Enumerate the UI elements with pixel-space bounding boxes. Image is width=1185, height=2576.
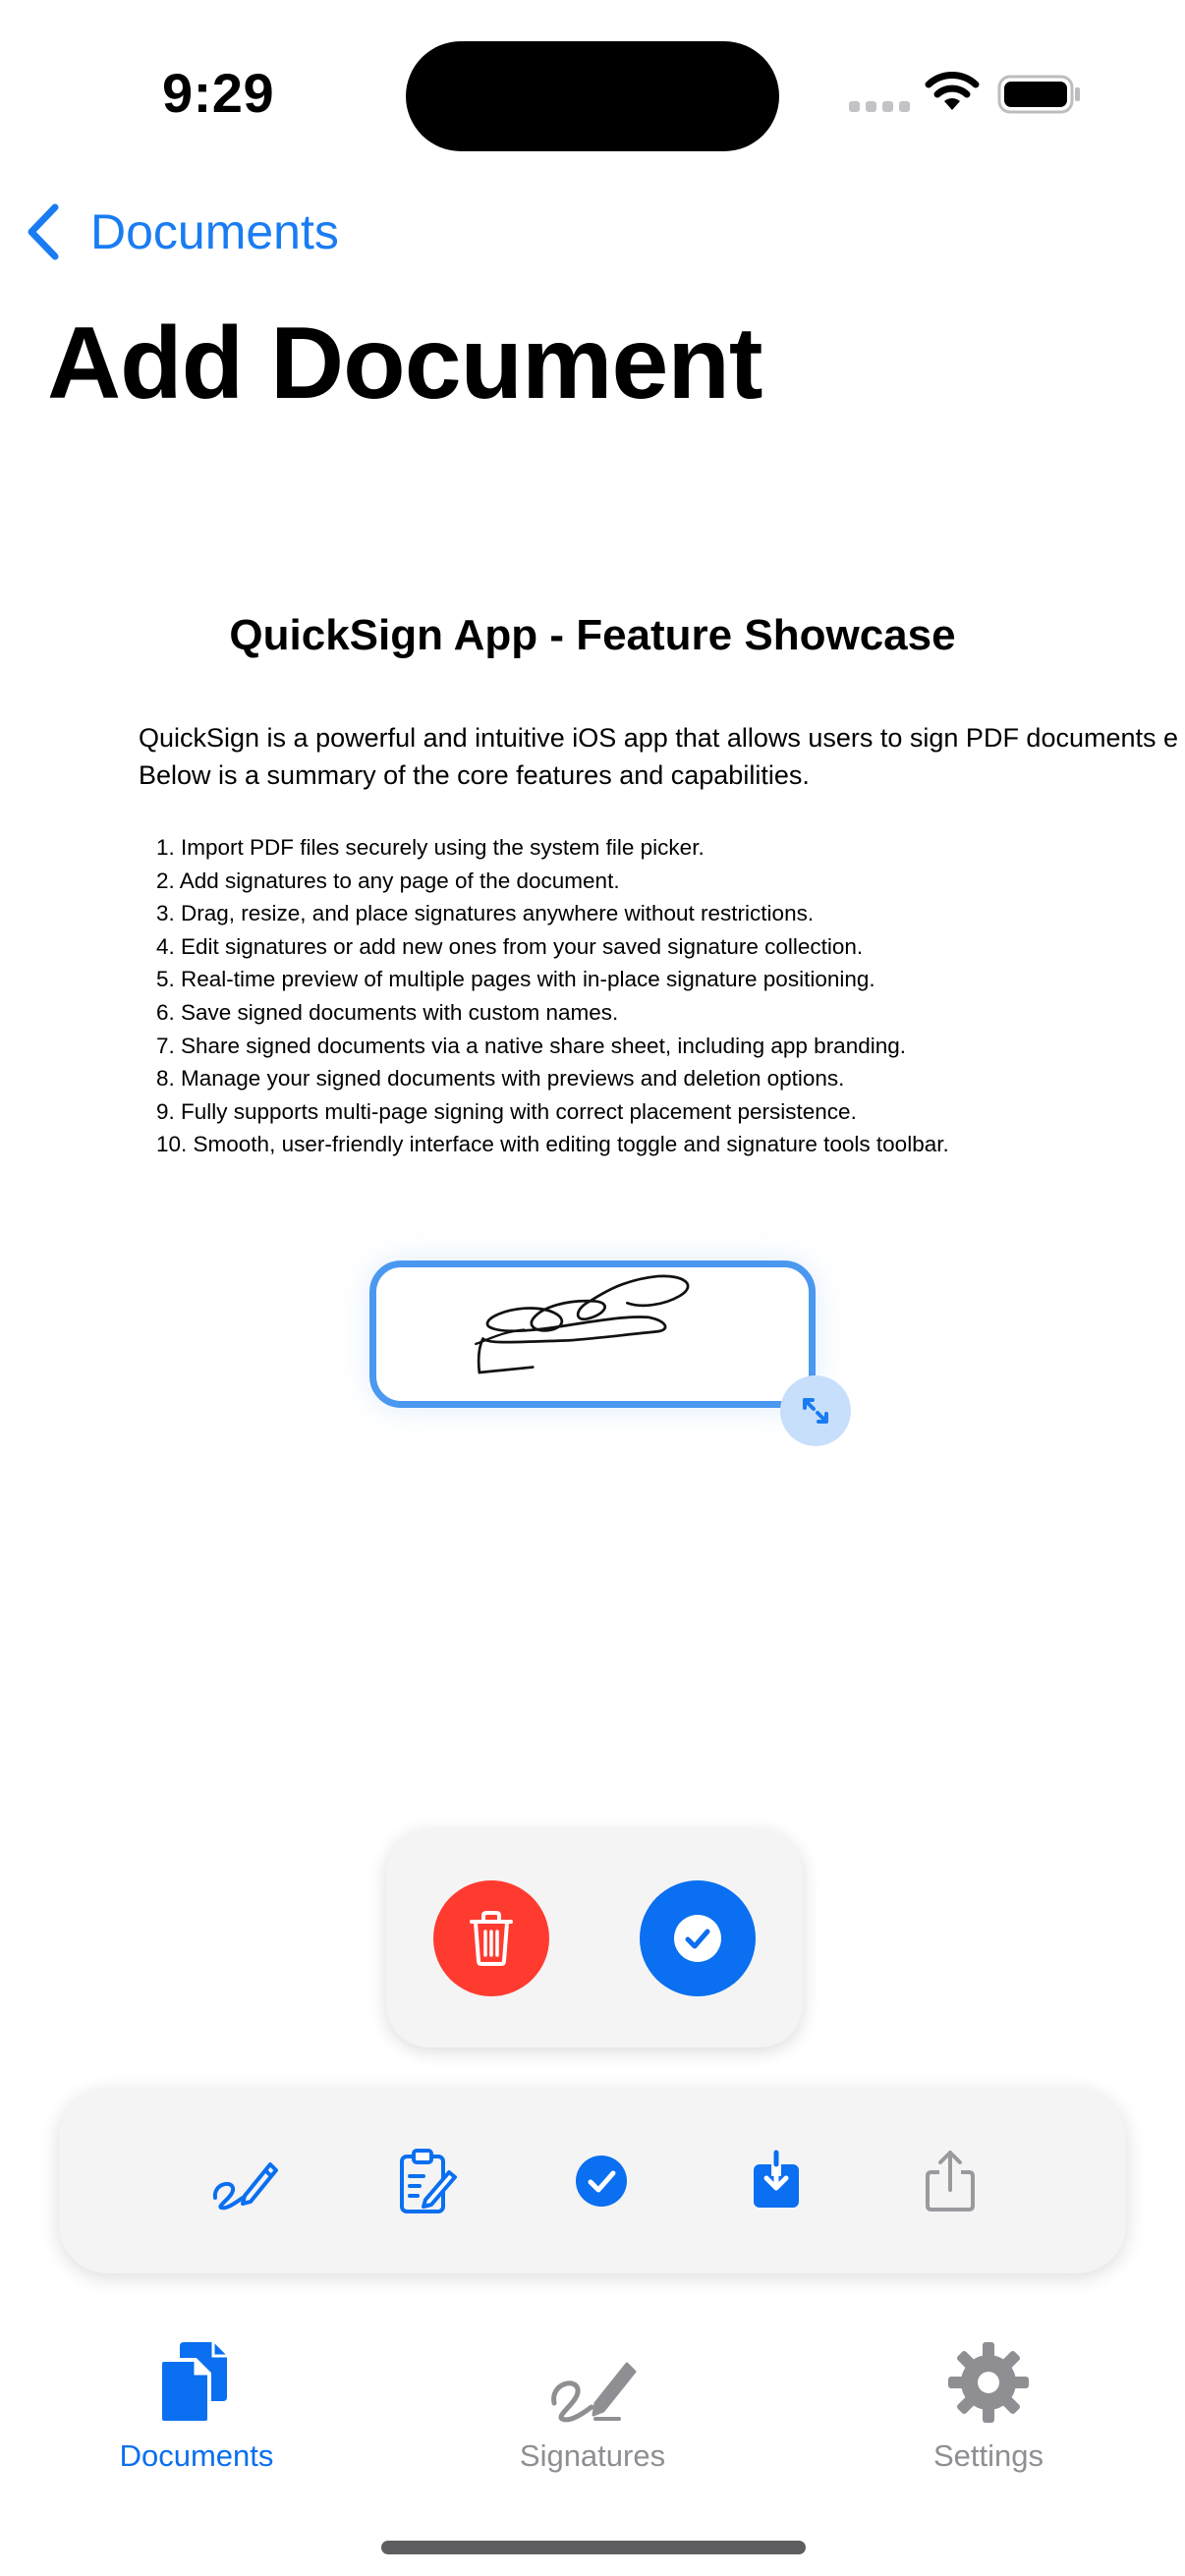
chevron-left-icon xyxy=(24,201,63,262)
checkmark-circle-icon xyxy=(567,2147,636,2215)
back-label: Documents xyxy=(90,204,339,259)
list-item: 7. Share signed documents via a native share sheet, including app branding. xyxy=(156,1033,907,1058)
status-time: 9:29 xyxy=(162,62,275,124)
tab-label: Signatures xyxy=(519,2438,666,2473)
list-item: 3. Drag, resize, and place signatures anywhere without restrictions. xyxy=(156,901,815,926)
intro-line: Below is a summary of the core features and capabilities. xyxy=(139,760,810,790)
delete-signature-button[interactable] xyxy=(433,1880,549,1996)
tab-label: Documents xyxy=(119,2438,274,2473)
signature-draw-icon xyxy=(209,2147,278,2215)
download-tray-icon xyxy=(742,2147,811,2215)
feature-list xyxy=(156,831,949,1161)
pdf-page-preview xyxy=(0,550,1185,1631)
signature-tools-toolbar xyxy=(59,2089,1126,2273)
tab-signatures[interactable] xyxy=(445,2338,740,2474)
documents-icon xyxy=(152,2338,241,2427)
home-indicator xyxy=(381,2541,806,2554)
clipboard-edit-icon xyxy=(392,2147,461,2215)
share-document-button[interactable] xyxy=(901,2132,999,2230)
tab-label: Settings xyxy=(932,2438,1044,2473)
list-item: 9. Fully supports multi-page signing with correct placement persistence. xyxy=(156,1098,857,1124)
tab-documents[interactable] xyxy=(49,2338,344,2474)
list-item: 4. Edit signatures or add new ones from your saved signature collection. xyxy=(156,933,864,959)
draw-signature-button[interactable] xyxy=(195,2132,293,2230)
save-document-button[interactable] xyxy=(727,2132,825,2230)
list-item: 2. Add signatures to any page of the document. xyxy=(156,868,620,893)
checkmark-circle-icon xyxy=(669,1910,726,1967)
confirm-signature-button[interactable] xyxy=(640,1880,756,1996)
document-intro xyxy=(139,719,1185,794)
signature-drawing xyxy=(376,1267,809,1401)
tab-settings[interactable] xyxy=(841,2338,1136,2474)
page-title: Add Document xyxy=(47,307,762,420)
toggle-editing-button[interactable] xyxy=(552,2132,650,2230)
intro-line: QuickSign is a powerful and intuitive iOS app that allows users to sign PDF documents e xyxy=(139,723,1179,753)
resize-handle[interactable] xyxy=(780,1375,851,1446)
battery-icon xyxy=(997,73,1082,116)
back-button[interactable] xyxy=(24,196,339,267)
trash-icon xyxy=(467,1910,516,1967)
share-icon xyxy=(916,2147,985,2215)
signature-action-popup xyxy=(386,1829,803,2047)
list-item: 6. Save signed documents with custom names. xyxy=(156,999,619,1025)
resize-arrows-icon xyxy=(796,1391,835,1430)
gear-icon xyxy=(944,2338,1033,2427)
list-item: 8. Manage your signed documents with previews and deletion options. xyxy=(156,1066,845,1092)
edit-signatures-button[interactable] xyxy=(377,2132,476,2230)
list-item: 1. Import PDF files securely using the system file picker. xyxy=(156,835,705,860)
placed-signature[interactable] xyxy=(369,1260,816,1408)
list-item: 5. Real-time preview of multiple pages with in-place signature positioning. xyxy=(156,967,875,992)
cellular-signal-icon xyxy=(849,101,910,112)
list-item: 10. Smooth, user-friendly interface with editing toggle and signature tools toolbar. xyxy=(156,1132,949,1157)
document-heading: QuickSign App - Feature Showcase xyxy=(229,611,956,659)
wifi-icon xyxy=(924,71,981,114)
signature-icon xyxy=(548,2338,637,2427)
dynamic-island xyxy=(406,41,779,151)
